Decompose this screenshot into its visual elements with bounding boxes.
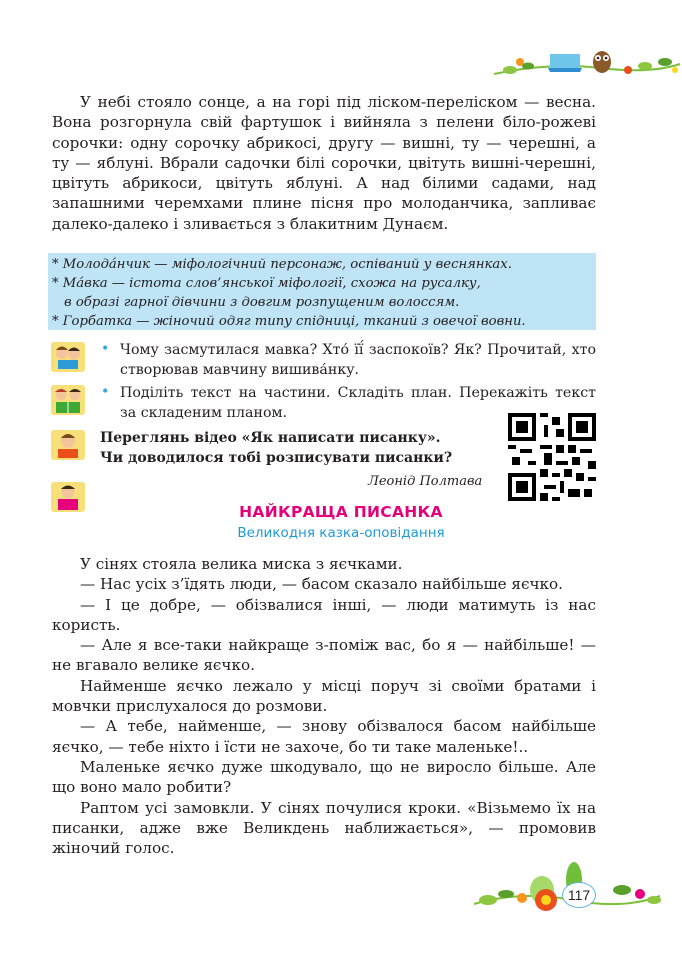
intro-paragraph: У небі стояло сонце, а на горі під ліском-переліском — весна. Вона розгорнула свій фартушок і вийняла з пелени біло-рожеві сорочки: одну сорочку абрикосі, другу — вишні, ту — черешні, а ту — яблуні. Вбрали садочки білі сорочки, цвітуть вишні-черешні, цвітуть абрикоси, цвітуть яблуні. А над білими садами, над запашними черемхами плине пісня про молоданчика, запливає далеко-далеко і зливається з блакитним Дунаєм. <box>52 93 596 233</box>
qr-code[interactable] <box>508 413 596 501</box>
task-2-text: Поділіть текст на частини. Складіть план. Перекажіть текст за складеним планом. <box>120 385 596 421</box>
bullet-icon: • <box>101 341 110 357</box>
story-text-block <box>52 554 596 858</box>
glossary-box <box>48 253 596 330</box>
story-paragraph: — А тебе, найменше, — знову обізвалося басом найбільше яєчко, — тебе ніхто і їсти не захоче, бо ти таке маленьке!.. <box>52 717 596 756</box>
bullet-icon: • <box>101 384 110 400</box>
task-3-line-1: Переглянь відео «Як написати писанку». <box>100 430 441 446</box>
story-title: НАЙКРАЩА ПИСАНКА <box>239 503 443 521</box>
glossary-entry: * Горбатка — жіночий одяг типу спідниці, тканий з овечої вовни. <box>52 314 526 329</box>
kids-book-icon <box>50 383 86 417</box>
story-paragraph: — Але я все-таки найкраще з-поміж вас, бо я — найбільше! — не вгавало велике яєчко. <box>52 636 596 675</box>
kids-reading-icon <box>50 340 86 374</box>
story-paragraph: Найменше яєчко лежало у місці поруч зі своїми братами і мовчки прислухалося до розмови. <box>52 676 596 716</box>
kid-video-icon <box>50 428 86 462</box>
story-subtitle: Великодня казка-оповідання <box>237 525 445 541</box>
task-3-line-2: Чи доводилося тобі розписувати писанки? <box>100 450 453 466</box>
page-number: 117 <box>562 882 596 908</box>
decorative-vine-top <box>490 40 682 88</box>
story-paragraph: — І це добре, — обізвалися інші, — люди матимуть із нас користь. <box>52 595 596 634</box>
story-paragraph: — Нас усіх з’їдять люди, — басом сказало найбільше яєчко. <box>80 575 563 594</box>
glossary-entry-continuation: в образі гарної дівчини з довгим розпущеним волоссям. <box>64 295 460 310</box>
intro-paragraph-block <box>52 92 596 234</box>
story-paragraph: Маленьке яєчко дуже шкодувало, що не виросло більше. Але що воно мало робити? <box>52 757 596 797</box>
glossary-entry: * Ма́вка — істота слов’янської міфології, схожа на русалку, <box>52 276 481 291</box>
task-1-text: Чому засмутилася мавка? Хто́ її́ заспокоїв? Як? Прочитай, хто створював мавчину вишива́нку. <box>120 342 596 378</box>
story-author: Леонід Полтава <box>368 474 483 489</box>
story-paragraph: Раптом усі замовкли. У сінях почулися кроки. «Візьмемо їх на писанки, адже вже Великдень наближається», — промовив жіночий голос. <box>52 798 596 858</box>
glossary-entry: * Молода́нчик — міфологічний персонаж, оспіваний у веснянках. <box>52 257 512 272</box>
story-paragraph: У сінях стояла велика миска з яєчками. <box>80 555 403 573</box>
